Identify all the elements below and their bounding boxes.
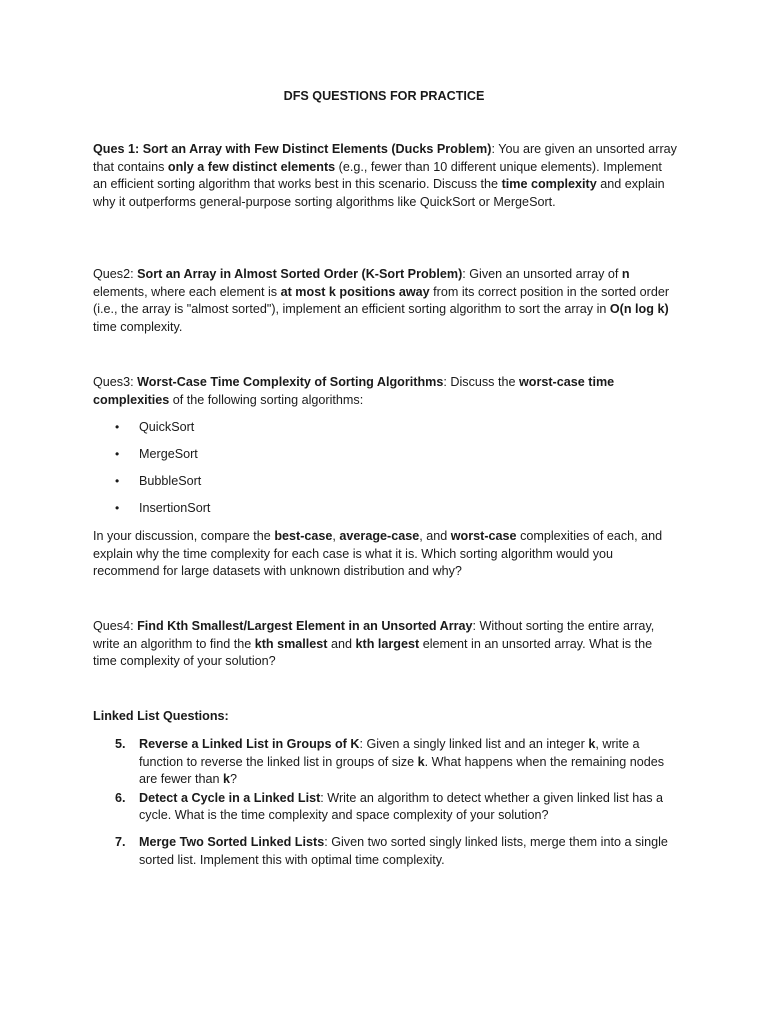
text-run: element in an unsorted array. What is the time complexity of your solution? bbox=[93, 636, 653, 669]
item-label: Detect a Cycle in a Linked List bbox=[139, 790, 321, 805]
text-run: : Discuss the bbox=[443, 375, 519, 389]
text-run: elements, where each element is bbox=[93, 284, 281, 299]
text-run: In your discussion, compare the bbox=[93, 529, 275, 543]
bullet-icon: • bbox=[115, 447, 120, 461]
bold-run: k bbox=[588, 737, 596, 751]
question-4-prefix: Ques4: bbox=[93, 619, 138, 633]
bold-run: O(n log k) bbox=[609, 302, 669, 317]
list-item bbox=[93, 419, 678, 446]
question-3-prefix: Ques3: bbox=[93, 375, 138, 389]
question-1-text bbox=[93, 141, 678, 211]
item-label: Merge Two Sorted Linked Lists bbox=[139, 834, 325, 849]
text-run: : Without sorting the entire array, write an algorithm to find the bbox=[93, 619, 655, 651]
text-run: , bbox=[332, 529, 340, 543]
text-run: : Given two sorted singly linked lists, merge them into a single sorted list. Implement this with optimal time complexity. bbox=[139, 834, 668, 867]
list-item bbox=[93, 790, 678, 825]
text-run: , and bbox=[419, 529, 451, 543]
text-run: from its correct position in the sorted order (i.e., the array is "almost sorted"), implement an efficient sorting algorithm to sort the array in bbox=[93, 284, 670, 317]
bold-run: k bbox=[223, 772, 231, 787]
text-run: , write a function to reverse the linked list in groups of size bbox=[139, 737, 640, 769]
question-1-label: Ques 1: Sort an Array with Few Distinct Elements (Ducks Problem) bbox=[93, 142, 492, 156]
question-3-text bbox=[93, 374, 678, 409]
bullet-icon: • bbox=[115, 501, 120, 515]
bold-run: time complexity bbox=[501, 177, 597, 192]
text-run: complexities of each, and explain why the time complexity for each case is what it is. Which sorting algorithm would you recommend for large datasets with unknown distribution and why? bbox=[93, 529, 663, 579]
text-run: : Given a singly linked list and an integer bbox=[359, 737, 589, 751]
bold-run: best-case bbox=[274, 529, 333, 543]
bullet-icon: • bbox=[115, 474, 120, 488]
sorting-algorithms-list bbox=[93, 419, 678, 527]
list-item-label: QuickSort bbox=[139, 420, 195, 434]
item-number: 5. bbox=[115, 737, 126, 751]
section-heading: Linked List Questions: bbox=[93, 709, 229, 723]
text-run: and bbox=[327, 636, 356, 651]
bold-run: at most k positions away bbox=[280, 284, 430, 299]
text-run: . What happens when the remaining nodes are fewer than bbox=[139, 754, 665, 787]
text-run: and explain why it outperforms general-purpose sorting algorithms like QuickSort or MergeSort. bbox=[93, 177, 665, 209]
text-run: (e.g., fewer than 10 different unique elements). Implement an efficient sorting algorithm that works best in this scenario. Discuss the bbox=[93, 159, 662, 192]
item-number: 7. bbox=[115, 834, 126, 849]
question-2-prefix: Ques2: bbox=[93, 267, 138, 281]
bold-run: worst-case time complexities bbox=[93, 375, 615, 407]
list-item bbox=[93, 834, 678, 869]
list-item bbox=[93, 736, 678, 789]
question-3-label: Worst-Case Time Complexity of Sorting Algorithms bbox=[137, 375, 444, 389]
question-3-discussion-text bbox=[93, 528, 678, 581]
question-3-discussion bbox=[93, 528, 678, 581]
question-2-label: Sort an Array in Almost Sorted Order (K-Sort Problem) bbox=[137, 267, 463, 281]
question-4 bbox=[93, 618, 678, 671]
question-4-text bbox=[93, 618, 678, 671]
bold-run: average-case bbox=[339, 529, 420, 543]
text-run: ? bbox=[230, 772, 238, 787]
linked-list-heading bbox=[93, 708, 678, 726]
item-number: 6. bbox=[115, 790, 126, 805]
question-2-text bbox=[93, 266, 678, 336]
text-run: time complexity. bbox=[93, 319, 183, 334]
list-item bbox=[93, 446, 678, 473]
text-run: : You are given an unsorted array that contains bbox=[93, 142, 677, 174]
text-run: : Given an unsorted array of bbox=[462, 267, 622, 281]
list-item bbox=[93, 500, 678, 527]
list-item-label: BubbleSort bbox=[139, 474, 202, 488]
linked-list-questions bbox=[93, 736, 678, 869]
question-4-label: Find Kth Smallest/Largest Element in an Unsorted Array bbox=[137, 619, 473, 633]
bold-run: n bbox=[621, 267, 630, 281]
list-item-label: MergeSort bbox=[139, 447, 198, 461]
bold-run: k bbox=[417, 754, 425, 769]
bold-run: only a few distinct elements bbox=[167, 159, 336, 174]
bold-run: kth smallest bbox=[254, 636, 328, 651]
question-1 bbox=[93, 141, 678, 211]
list-item-label: InsertionSort bbox=[139, 501, 211, 515]
list-item bbox=[93, 473, 678, 500]
question-3 bbox=[93, 374, 678, 409]
document-title: DFS QUESTIONS FOR PRACTICE bbox=[283, 89, 485, 103]
text-run: : Write an algorithm to detect whether a given linked list has a cycle. What is the time complexity and space complexity of your solution? bbox=[139, 790, 664, 823]
bold-run: kth largest bbox=[355, 636, 420, 651]
bullet-icon: • bbox=[115, 420, 120, 434]
question-2 bbox=[93, 266, 678, 336]
bold-run: worst-case bbox=[450, 529, 517, 543]
item-label: Reverse a Linked List in Groups of K bbox=[139, 737, 360, 751]
text-run: of the following sorting algorithms: bbox=[169, 392, 364, 407]
